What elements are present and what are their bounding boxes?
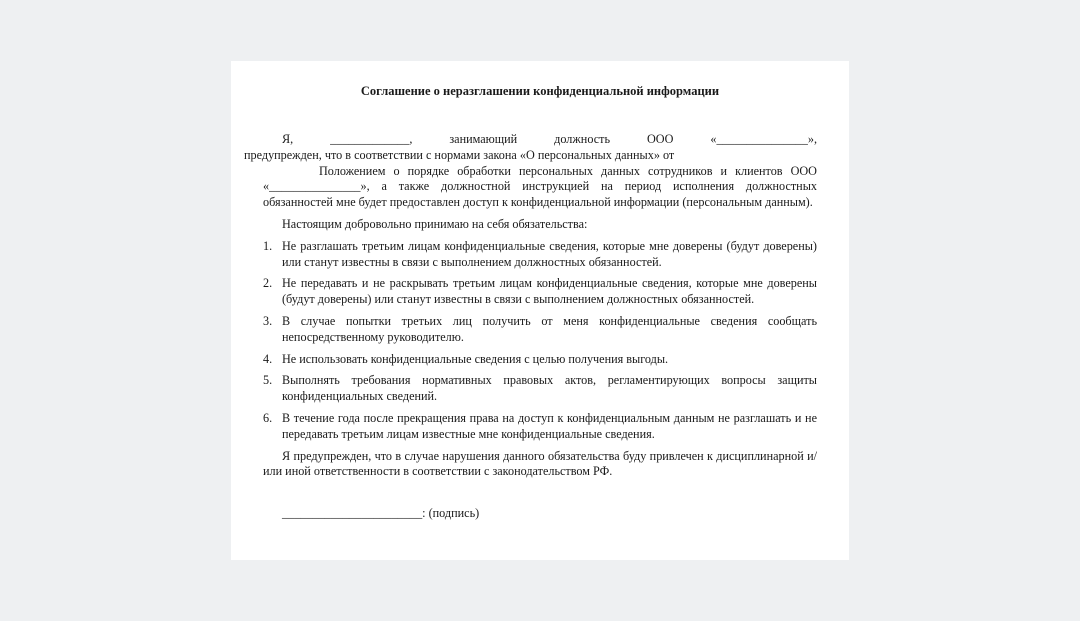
list-item — [263, 314, 817, 346]
document-title: Соглашение о неразглашении конфиденциальной информации — [360, 84, 720, 98]
document-page — [231, 61, 849, 560]
list-item — [263, 373, 817, 405]
list-item-number: 3. — [263, 313, 273, 328]
closing-paragraph: Я предупрежден, что в случае нарушения данного обязательства буду привлечен к дисциплинарной и/или иной ответственности в соответствии с законодательством РФ. — [263, 448, 817, 479]
intro-paragraph — [244, 132, 817, 211]
list-item-text: Не передавать и не раскрывать третьим лицам конфиденциальные сведения, которые мне доверены (будут доверены) или станут известны в связи с выполнением должностных обязанностей. — [282, 276, 817, 307]
intro-rest-text: Положением о порядке обработки персональных данных сотрудников и клиентов ООО «_______________», а также должностной инструкцией на период исполнения должностных обязанностей мне будет предоставлен доступ к конфиденциальной информации (персональным данным). — [263, 163, 817, 210]
list-item — [263, 276, 817, 308]
list-item — [263, 352, 817, 368]
list-item-number: 2. — [263, 276, 273, 291]
intro-line-1: Я, _____________, занимающий должность ООО «_______________», — [282, 132, 817, 146]
intro-line-2: предупрежден, что в соответствии с нормами закона «О персональных данных» от — [244, 147, 675, 162]
list-item-number: 1. — [263, 238, 273, 253]
list-item-text: Не разглашать третьим лицам конфиденциальные сведения, которые мне доверены (будут доверены) или станут известны в связи с выполнением должностных обязанностей. — [282, 238, 817, 269]
list-item-text: В случае попытки третьих лиц получить от меня конфиденциальные сведения сообщать непосредственному руководителю. — [282, 313, 817, 344]
list-item-text: Не использовать конфиденциальные сведения с целью получения выгоды. — [282, 351, 669, 366]
list-item-number: 6. — [263, 410, 273, 425]
list-item-text: В течение года после прекращения права на доступ к конфиденциальным данным не разглашать и не передавать третьим лицам известные мне конфиденциальные сведения. — [282, 410, 817, 441]
signature-line: _______________________: (подпись) — [282, 506, 480, 521]
list-item-text: Выполнять требования нормативных правовых актов, регламентирующих вопросы защиты конфиденциальных сведений. — [282, 373, 817, 404]
list-item-number: 5. — [263, 373, 273, 388]
obligations-list — [263, 239, 817, 443]
intro-rest — [263, 164, 817, 211]
list-item-number: 4. — [263, 351, 273, 366]
list-item — [263, 411, 817, 443]
obligations-lead: Настоящим добровольно принимаю на себя обязательства: — [282, 216, 588, 231]
list-item — [263, 239, 817, 271]
